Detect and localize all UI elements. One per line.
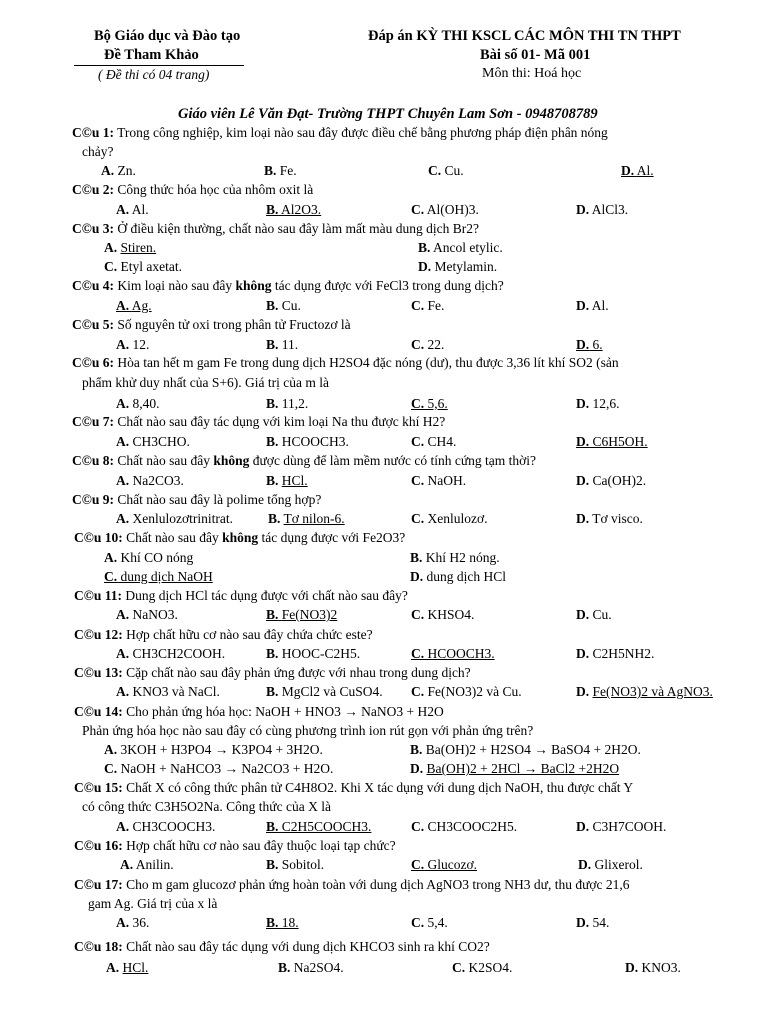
option-b[interactable]: B. Na2SO4. bbox=[278, 960, 344, 975]
question-stem: Số nguyên tử oxi trong phân tử Fructozơ là bbox=[117, 317, 351, 332]
option-c[interactable]: C. CH4. bbox=[411, 434, 457, 449]
question-label: C©u 13: bbox=[74, 665, 123, 680]
option-a-correct[interactable]: A. Stiren. bbox=[104, 240, 157, 255]
option-c[interactable]: C. Fe(NO3)2 và Cu. bbox=[411, 684, 522, 699]
option-a[interactable]: A. Xenlulozơtrinitrat. bbox=[116, 511, 233, 526]
option-b-correct[interactable]: B. Tơ nilon-6. bbox=[268, 511, 345, 526]
question-stem: Hợp chất hữu cơ nào sau đây chứa chức este? bbox=[126, 627, 373, 642]
option-c[interactable]: C. K2SO4. bbox=[452, 960, 513, 975]
question-stem: Dung dịch HCl tác dụng được với chất nào sau đây? bbox=[125, 588, 408, 603]
option-d-correct[interactable]: D. Ba(OH)2 + 2HCl → BaCl2 +2H2O bbox=[410, 761, 620, 776]
option-b[interactable]: B. MgCl2 và CuSO4. bbox=[266, 684, 383, 699]
option-c[interactable]: C. Fe. bbox=[411, 298, 445, 313]
question-stem: Hòa tan hết m gam Fe trong dung dịch H2SO4 đặc nóng (dư), thu được 3,36 lít khí SO2 (sản bbox=[117, 355, 619, 370]
option-b[interactable]: B. Ba(OH)2 + H2SO4 → BaSO4 + 2H2O. bbox=[410, 742, 641, 757]
option-d[interactable]: D. KNO3. bbox=[625, 960, 681, 975]
option-c[interactable]: C. Al(OH)3. bbox=[411, 202, 479, 217]
option-b[interactable]: B. Cu. bbox=[266, 298, 301, 313]
option-b[interactable]: B. Sobitol. bbox=[266, 857, 325, 872]
option-c[interactable]: C. Xenlulozơ. bbox=[411, 511, 488, 526]
option-c[interactable]: C. Cu. bbox=[428, 163, 464, 178]
option-b-correct[interactable]: B. 18. bbox=[266, 915, 299, 930]
option-d[interactable]: D. Cu. bbox=[576, 607, 612, 622]
option-a-correct[interactable]: A. Ag. bbox=[116, 298, 152, 313]
question-stem: Ở điều kiện thường, chất nào sau đây làm mất màu dung dịch Br2? bbox=[117, 221, 479, 236]
question-stem-continued: Phản ứng hóa học nào sau đây có cùng phương trình ion rút gọn với phản ứng trên? bbox=[82, 723, 534, 738]
option-a[interactable]: A. CH3CHO. bbox=[116, 434, 190, 449]
option-c[interactable]: C. KHSO4. bbox=[411, 607, 475, 622]
question-label: C©u 11: bbox=[74, 588, 122, 603]
option-b[interactable]: B. Khí H2 nóng. bbox=[410, 550, 500, 565]
question-9 bbox=[72, 493, 321, 507]
question-label: C©u 9: bbox=[72, 492, 114, 507]
document-type: Đề Tham Khảo bbox=[104, 47, 199, 63]
question-stem: Cho m gam glucozơ phản ứng hoàn toàn với dung dịch AgNO3 trong NH3 dư, thu được 21,6 bbox=[126, 877, 630, 892]
option-d[interactable]: D. C3H7COOH. bbox=[576, 819, 667, 834]
option-a[interactable]: A. KNO3 và NaCl. bbox=[116, 684, 220, 699]
option-a[interactable]: A. Khí CO nóng bbox=[104, 550, 194, 565]
question-16 bbox=[74, 839, 396, 853]
question-1 bbox=[72, 126, 608, 140]
question-label: C©u 14: bbox=[74, 704, 123, 719]
exam-code: Bài số 01- Mã 001 bbox=[480, 47, 591, 63]
question-label: C©u 17: bbox=[74, 877, 123, 892]
exam-title: Đáp án KỲ THI KSCL CÁC MÔN THI TN THPT bbox=[368, 28, 681, 44]
question-stem: Hợp chất hữu cơ nào sau đây thuộc loại tạp chức? bbox=[126, 838, 396, 853]
question-stem-continued: có công thức C3H5O2Na. Công thức của X là bbox=[82, 799, 331, 814]
question-15 bbox=[74, 781, 633, 795]
option-a[interactable]: A. Anilin. bbox=[120, 857, 174, 872]
option-a[interactable]: A. 12. bbox=[116, 337, 150, 352]
question-12 bbox=[74, 628, 373, 642]
option-b[interactable]: B. HOOC-C2H5. bbox=[266, 646, 361, 661]
question-stem: Chất X có công thức phân tử C4H8O2. Khi X tác dụng với dung dịch NaOH, thu được chất Y bbox=[126, 780, 634, 795]
question-stem-continued: chảy? bbox=[82, 144, 114, 159]
question-label: C©u 8: bbox=[72, 453, 114, 468]
header-divider bbox=[74, 65, 244, 66]
question-label: C©u 7: bbox=[72, 414, 114, 429]
question-10: C©u 10: Chất nào sau đây không tác dụng được với Fe2O3? bbox=[74, 530, 406, 545]
question-label: C©u 12: bbox=[74, 627, 123, 642]
option-d-correct[interactable]: D. 6. bbox=[576, 337, 603, 352]
option-d[interactable]: D. Tơ visco. bbox=[576, 511, 643, 526]
question-stem: Cho phản ứng hóa học: NaOH + HNO3 → NaNO3 + H2O bbox=[126, 704, 444, 719]
question-stem: Chất nào sau đây là polime tổng hợp? bbox=[117, 492, 322, 507]
option-c[interactable]: C. 5,4. bbox=[411, 915, 448, 930]
option-d[interactable]: D. Glixerol. bbox=[578, 857, 643, 872]
question-18 bbox=[74, 940, 490, 954]
option-d[interactable]: D. Ca(OH)2. bbox=[576, 473, 647, 488]
question-stem: Cặp chất nào sau đây phản ứng được với nhau trong dung dịch? bbox=[126, 665, 471, 680]
question-label: C©u 2: bbox=[72, 182, 114, 197]
question-stem-continued: gam Ag. Giá trị của x là bbox=[88, 896, 218, 911]
option-a[interactable]: A. 8,40. bbox=[116, 396, 160, 411]
question-3 bbox=[72, 222, 479, 236]
option-b[interactable]: B. 11. bbox=[266, 337, 299, 352]
option-a[interactable]: A. CH3COOCH3. bbox=[116, 819, 216, 834]
option-c-correct[interactable]: C. Glucozơ. bbox=[411, 857, 477, 872]
option-c[interactable]: C. CH3COOC2H5. bbox=[411, 819, 518, 834]
option-c[interactable]: C. 22. bbox=[411, 337, 445, 352]
option-a[interactable]: A. 36. bbox=[116, 915, 150, 930]
option-a[interactable]: A. NaNO3. bbox=[116, 607, 178, 622]
option-a[interactable]: A. CH3CH2COOH. bbox=[116, 646, 226, 661]
option-c-correct[interactable]: C. dung dịch NaOH bbox=[104, 569, 213, 584]
option-d-correct[interactable]: D. Fe(NO3)2 và AgNO3. bbox=[576, 684, 713, 699]
question-4: C©u 4: Kim loại nào sau đây không tác dụng được với FeCl3 trong dung dịch? bbox=[72, 278, 504, 293]
option-c[interactable]: C. NaOH + NaHCO3 → Na2CO3 + H2O. bbox=[104, 761, 334, 776]
option-d[interactable]: D. C2H5NH2. bbox=[576, 646, 655, 661]
question-2 bbox=[72, 183, 313, 197]
question-label: C©u 16: bbox=[74, 838, 123, 853]
option-d[interactable]: D. dung dịch HCl bbox=[410, 569, 506, 584]
question-stem: Chất nào sau đây tác dụng với dung dịch KHCO3 sinh ra khí CO2? bbox=[126, 939, 490, 954]
option-b-correct[interactable]: B. Fe(NO3)2 bbox=[266, 607, 338, 622]
option-d[interactable]: D. Al. bbox=[576, 298, 609, 313]
question-label: C©u 1: bbox=[72, 125, 114, 140]
option-d-correct[interactable]: D. C6H5OH. bbox=[576, 434, 648, 449]
question-label: C©u 18: bbox=[74, 939, 123, 954]
option-d[interactable]: D. 12,6. bbox=[576, 396, 620, 411]
option-b-correct[interactable]: B. C2H5COOCH3. bbox=[266, 819, 372, 834]
option-a[interactable]: A. Zn. bbox=[101, 163, 136, 178]
question-label: C©u 6: bbox=[72, 355, 114, 370]
question-6 bbox=[72, 356, 619, 370]
question-14 bbox=[74, 705, 444, 719]
option-a-correct[interactable]: A. HCl. bbox=[106, 960, 149, 975]
question-17 bbox=[74, 878, 630, 892]
option-c-correct[interactable]: C. 5,6. bbox=[411, 396, 448, 411]
option-c-correct[interactable]: C. HCOOCH3. bbox=[411, 646, 495, 661]
question-11 bbox=[74, 589, 408, 603]
page-count-note: ( Đề thi có 04 trang) bbox=[98, 67, 210, 82]
option-b[interactable]: B. Ancol etylic. bbox=[418, 240, 503, 255]
question-label: C©u 4: bbox=[72, 278, 114, 293]
option-b[interactable]: B. HCOOCH3. bbox=[266, 434, 349, 449]
teacher-line: Giáo viên Lê Văn Đạt- Trường THPT Chuyên Lam Sơn - 0948708789 bbox=[178, 106, 598, 122]
question-13 bbox=[74, 666, 471, 680]
option-a[interactable]: A. Al. bbox=[116, 202, 149, 217]
question-label: C©u 15: bbox=[74, 780, 123, 795]
option-d[interactable]: D. Metylamin. bbox=[418, 259, 498, 274]
option-c[interactable]: C. NaOH. bbox=[411, 473, 467, 488]
question-stem: Chất nào sau đây tác dụng với kim loại Na thu được khí H2? bbox=[117, 414, 446, 429]
exam-subject: Môn thi: Hoá học bbox=[482, 66, 582, 81]
option-d[interactable]: D. 54. bbox=[576, 915, 610, 930]
question-8: C©u 8: Chất nào sau đây không được dùng để làm mềm nước có tính cứng tạm thời? bbox=[72, 453, 537, 468]
question-7 bbox=[72, 415, 445, 429]
ministry-name: Bộ Giáo dục và Đào tạo bbox=[94, 28, 241, 44]
option-a[interactable]: A. 3KOH + H3PO4 → K3PO4 + 3H2O. bbox=[104, 742, 323, 757]
option-b-correct[interactable]: B. Al2O3. bbox=[266, 202, 322, 217]
question-stem-continued: phẩm khử duy nhất của S+6). Giá trị của m là bbox=[82, 375, 329, 390]
question-label: C©u 10: bbox=[74, 530, 123, 545]
question-5 bbox=[72, 318, 351, 332]
question-label: C©u 5: bbox=[72, 317, 114, 332]
question-stem: Trong công nghiệp, kim loại nào sau đây được điều chế bằng phương pháp điện phân nóng bbox=[117, 125, 608, 140]
question-stem: Công thức hóa học của nhôm oxit là bbox=[117, 182, 314, 197]
option-b[interactable]: B. Fe. bbox=[264, 163, 297, 178]
question-label: C©u 3: bbox=[72, 221, 114, 236]
option-d[interactable]: D. AlCl3. bbox=[576, 202, 629, 217]
option-c[interactable]: C. Etyl axetat. bbox=[104, 259, 182, 274]
option-b-correct[interactable]: B. HCl. bbox=[266, 473, 308, 488]
option-b[interactable]: B. 11,2. bbox=[266, 396, 309, 411]
option-d-correct[interactable]: D. Al. bbox=[621, 163, 654, 178]
option-a[interactable]: A. Na2CO3. bbox=[116, 473, 184, 488]
